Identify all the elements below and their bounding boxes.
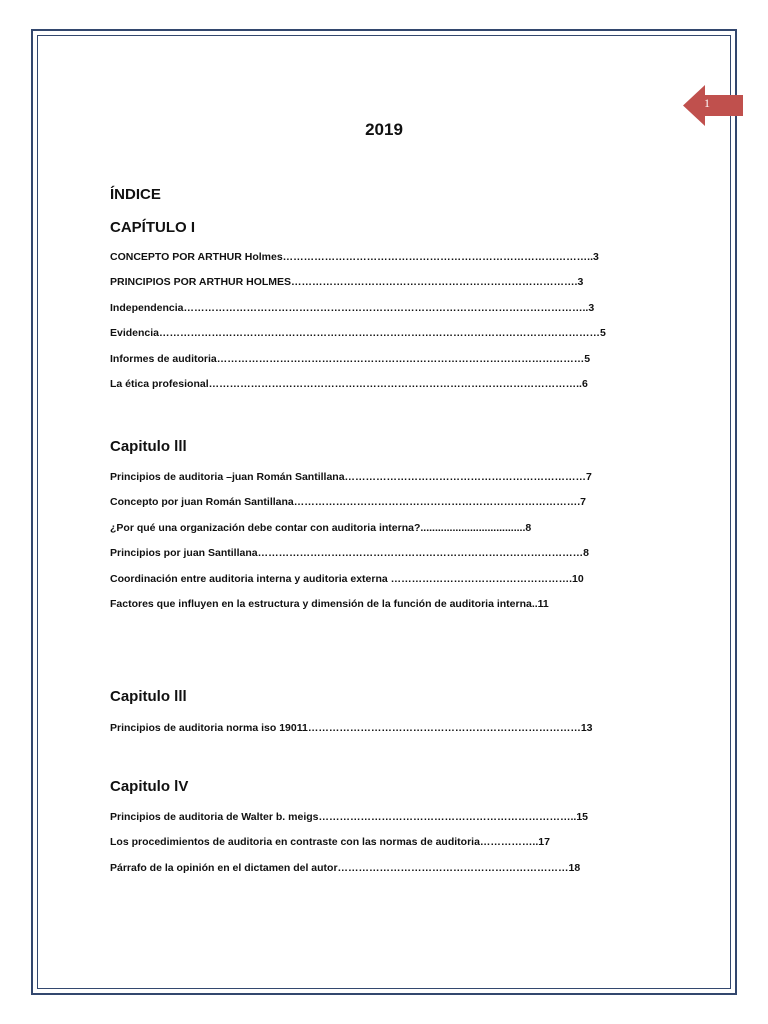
chapter-4-entries [110, 810, 588, 886]
chapter-1-entries [110, 250, 606, 402]
toc-entry[interactable]: Los procedimientos de auditoria en contraste con las normas de auditoria……………..17 [110, 836, 550, 849]
toc-entry[interactable]: Principios de auditoria –juan Román Santillana……………………………………………………………7 [110, 471, 592, 483]
chapter-4-title: Capitulo lV [110, 778, 189, 795]
toc-entry[interactable]: La ética profesional……………………………………………………………………………………………..6 [110, 377, 588, 390]
toc-entry[interactable]: Factores que influyen en la estructura y dimensión de la función de auditoria interna..11 [110, 597, 549, 610]
toc-entry[interactable]: Informes de auditoria……………………………………………………………………………………………5 [110, 352, 591, 365]
toc-entry[interactable]: Principios por juan Santillana…………………………………………………………………………………8 [110, 547, 589, 560]
toc-entry[interactable]: Párrafo de la opinión en el dictamen del autor…………………………………………………………18 [110, 861, 581, 874]
toc-entry[interactable]: Evidencia………………………………………………………………………………………………………………5 [110, 327, 606, 340]
chapter-2-entries [110, 470, 592, 622]
toc-entry[interactable]: CONCEPTO POR ARTHUR Holmes……………………………………………………………………………..3 [110, 251, 599, 263]
chapter-3-title: Capitulo lll [110, 688, 187, 705]
page-number: 1 [704, 96, 710, 110]
toc-entry[interactable]: Principios de auditoria de Walter b. meigs………………………………………………………………..15 [110, 811, 589, 823]
chapter-1-title: CAPÍTULO I [110, 219, 195, 236]
toc-entry[interactable]: Concepto por juan Román Santillana……………………………………………………………………….7 [110, 496, 587, 509]
index-title: ÍNDICE [110, 186, 161, 203]
document-year: 2019 [365, 120, 403, 139]
toc-entry[interactable]: Principios de auditoria norma iso 19011……………………………………………………………………13 [110, 722, 593, 734]
chapter-2-title: Capitulo lll [110, 438, 187, 455]
toc-entry[interactable]: Independencia……………………………………………………………………………………………………..3 [110, 301, 595, 314]
toc-entry[interactable]: Coordinación entre auditoria interna y auditoria externa …………………………………………….10 [110, 572, 584, 585]
toc-entry[interactable]: ¿Por qué una organización debe contar con auditoria interna?....................................8 [110, 521, 532, 534]
chapter-3-entries [110, 721, 593, 746]
toc-entry[interactable]: PRINCIPIOS POR ARTHUR HOLMES……………………………………………………………………….3 [110, 276, 584, 289]
